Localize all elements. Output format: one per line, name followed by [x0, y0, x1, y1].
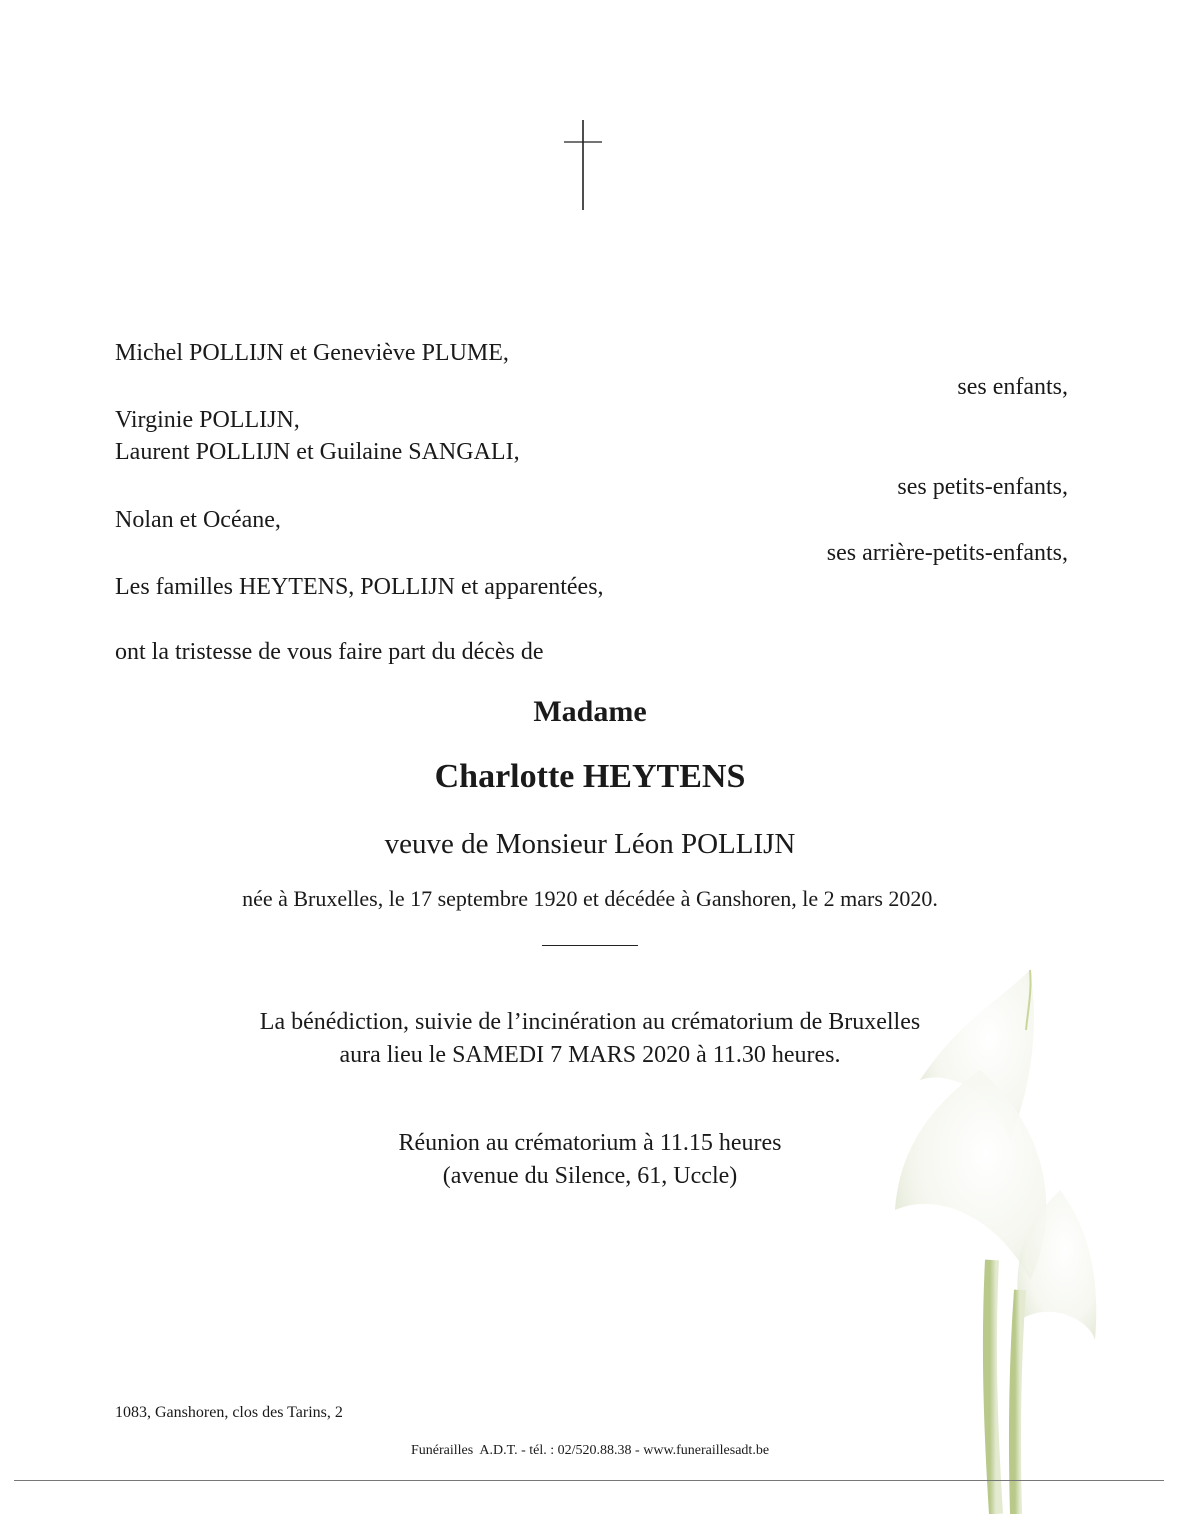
grandchildren-role: ses petits-enfants, — [897, 474, 1068, 500]
family-address: 1083, Ganshoren, clos des Tarins, 2 — [115, 1404, 343, 1421]
children-role: ses enfants, — [957, 374, 1068, 400]
ceremony-line-1: La bénédiction, suivie de l’incinération au crématorium de Bruxelles — [259, 1009, 921, 1035]
meeting-line-1: Réunion au crématorium à 11.15 heures — [398, 1130, 782, 1156]
funeral-home-contact: Funérailles A.D.T. - tél. : 02/520.88.38 - www.funeraillesadt.be — [410, 1443, 770, 1458]
children-names: Michel POLLIJN et Geneviève PLUME, — [115, 340, 509, 366]
widow-of: veuve de Monsieur Léon POLLIJN — [384, 828, 796, 860]
ceremony-line-2: aura lieu le SAMEDI 7 MARS 2020 à 11.30 heures. — [339, 1042, 841, 1068]
deceased-name: Charlotte HEYTENS — [434, 758, 746, 795]
great-grandchildren-names: Nolan et Océane, — [115, 507, 281, 533]
great-grandchildren-role: ses arrière-petits-enfants, — [826, 540, 1068, 566]
birth-death-dates: née à Bruxelles, le 17 septembre 1920 et décédée à Ganshoren, le 2 mars 2020. — [242, 886, 938, 911]
grandchild-1: Virginie POLLIJN, — [115, 407, 300, 433]
bottom-rule — [14, 1480, 1164, 1481]
section-divider — [542, 945, 638, 946]
families-line: Les familles HEYTENS, POLLIJN et apparentées, — [115, 574, 604, 600]
cross-icon — [562, 120, 602, 210]
deceased-title: Madame — [533, 695, 647, 728]
meeting-line-2: (avenue du Silence, 61, Uccle) — [442, 1163, 738, 1189]
grandchild-2: Laurent POLLIJN et Guilaine SANGALI, — [115, 439, 520, 465]
announcement: ont la tristesse de vous faire part du décès de — [115, 639, 544, 665]
